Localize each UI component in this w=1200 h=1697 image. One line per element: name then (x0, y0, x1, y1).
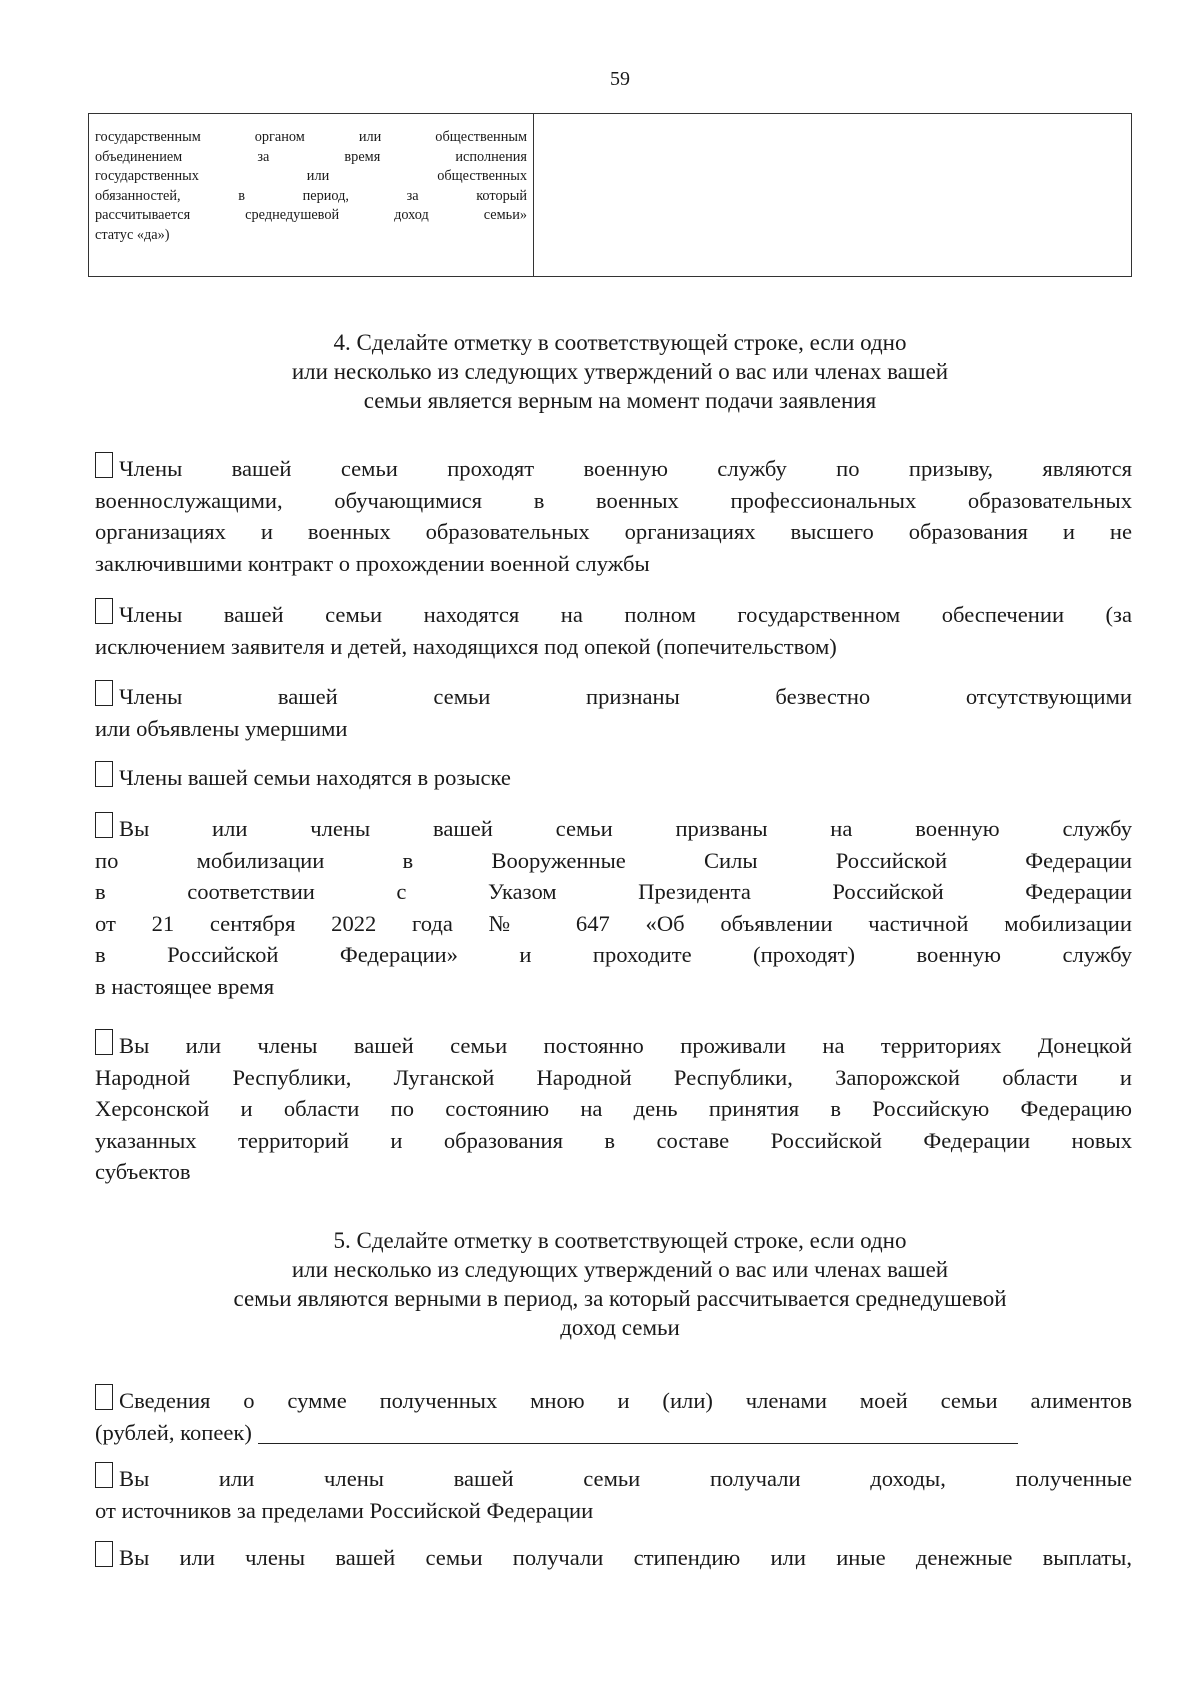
checkbox[interactable] (95, 1384, 113, 1410)
heading-line: семьи являются верными в период, за который рассчитывается среднедушевой (233, 1286, 1007, 1311)
section-4-item-3 (95, 680, 1132, 744)
item-text: от источников за пределами Российской Федерации (95, 1497, 594, 1523)
table-text-line: рассчитывается среднедушевой доход семьи» (95, 207, 527, 223)
item-text: Херсонской и области по состоянию на день принятия в Российскую Федерацию (95, 1096, 1132, 1121)
table-right-cell[interactable] (534, 114, 1132, 277)
checkbox[interactable] (95, 680, 113, 706)
checkbox[interactable] (95, 1029, 113, 1055)
page-number: 59 (610, 68, 630, 90)
heading-line: или несколько из следующих утверждений о вас или членах вашей (291, 1257, 949, 1282)
checkbox[interactable] (95, 452, 113, 478)
item-text: субъектов (95, 1159, 191, 1184)
item-text: Члены вашей семьи находятся в розыске (119, 765, 511, 790)
item-text: Народной Республики, Луганской Народной Республики, Запорожской области и (95, 1064, 1132, 1090)
section-4-item-1 (95, 452, 1132, 579)
item-text: Вы или члены вашей семьи получали стипендию или иные денежные выплаты, (119, 1545, 1132, 1570)
section-5-item-3 (95, 1541, 1132, 1574)
item-text: военнослужащими, обучающимися в военных профессиональных образовательных (95, 487, 1132, 513)
checkbox[interactable] (95, 761, 113, 787)
heading-line: доход семьи (560, 1315, 680, 1340)
heading-line: 4. Сделайте отметку в соответствующей строке, если одно (333, 330, 907, 355)
item-text: Сведения о сумме полученных мною и (или) членами моей семьи алиментов (119, 1388, 1132, 1413)
item-text: (рублей, копеек) (95, 1419, 252, 1445)
item-text: по мобилизации в Вооруженные Силы Российской Федерации (95, 847, 1132, 873)
section-4-item-4 (95, 761, 1132, 794)
section-5-item-1 (95, 1384, 1132, 1448)
item-text: организациях и военных образовательных организациях высшего образования и не (95, 519, 1132, 544)
item-text: или объявлены умершими (95, 715, 348, 741)
checkbox[interactable] (95, 1462, 113, 1488)
item-text: Вы или члены вашей семьи получали доходы, полученные (119, 1466, 1132, 1491)
item-text: в Российской Федерации» и проходите (проходят) военную службу (95, 942, 1132, 967)
table-text-line: объединением за время исполнения (95, 148, 527, 165)
section-5-heading (160, 1226, 1080, 1342)
item-text: Члены вашей семьи находятся на полном государственном обеспечении (за (119, 602, 1132, 627)
checkbox[interactable] (95, 598, 113, 624)
checkbox[interactable] (95, 1541, 113, 1567)
item-text: заключившими контракт о прохождении военной службы (95, 550, 650, 576)
heading-line: семьи является верным на момент подачи заявления (363, 388, 877, 413)
item-text: Вы или члены вашей семьи призваны на военную службу (119, 816, 1132, 841)
item-text: Вы или члены вашей семьи постоянно проживали на территориях Донецкой (119, 1033, 1132, 1058)
section-4-item-5 (95, 812, 1132, 1002)
item-text: в соответствии с Указом Президента Российской Федерации (95, 879, 1132, 904)
item-text: в настоящее время (95, 973, 275, 999)
heading-line: 5. Сделайте отметку в соответствующей строке, если одно (333, 1228, 907, 1253)
section-4-heading (160, 328, 1080, 415)
table-text-line: обязанностей, в период, за который (95, 187, 527, 204)
section-5-item-2 (95, 1462, 1132, 1526)
item-text: указанных территорий и образования в составе Российской Федерации новых (95, 1127, 1132, 1153)
table-text-line: статус «да») (95, 226, 170, 243)
heading-line: или несколько из следующих утверждений о вас или членах вашей (291, 359, 949, 384)
alimony-amount-field[interactable] (258, 1421, 1018, 1444)
table-text-line: государственных или общественных (95, 168, 527, 184)
item-text: исключением заявителя и детей, находящихся под опекой (попечительством) (95, 633, 837, 659)
item-text: Члены вашей семьи проходят военную службу по призыву, являются (119, 456, 1132, 481)
item-text: Члены вашей семьи признаны безвестно отсутствующими (119, 684, 1132, 709)
checkbox[interactable] (95, 812, 113, 838)
table-left-cell (89, 114, 534, 277)
section-4-item-2 (95, 598, 1132, 662)
section-4-item-6 (95, 1029, 1132, 1188)
continuation-table (88, 113, 1132, 277)
item-text: от 21 сентября 2022 года № 647 «Об объявлении частичной мобилизации (95, 910, 1132, 936)
table-text-line: государственным органом или общественным (95, 129, 527, 145)
